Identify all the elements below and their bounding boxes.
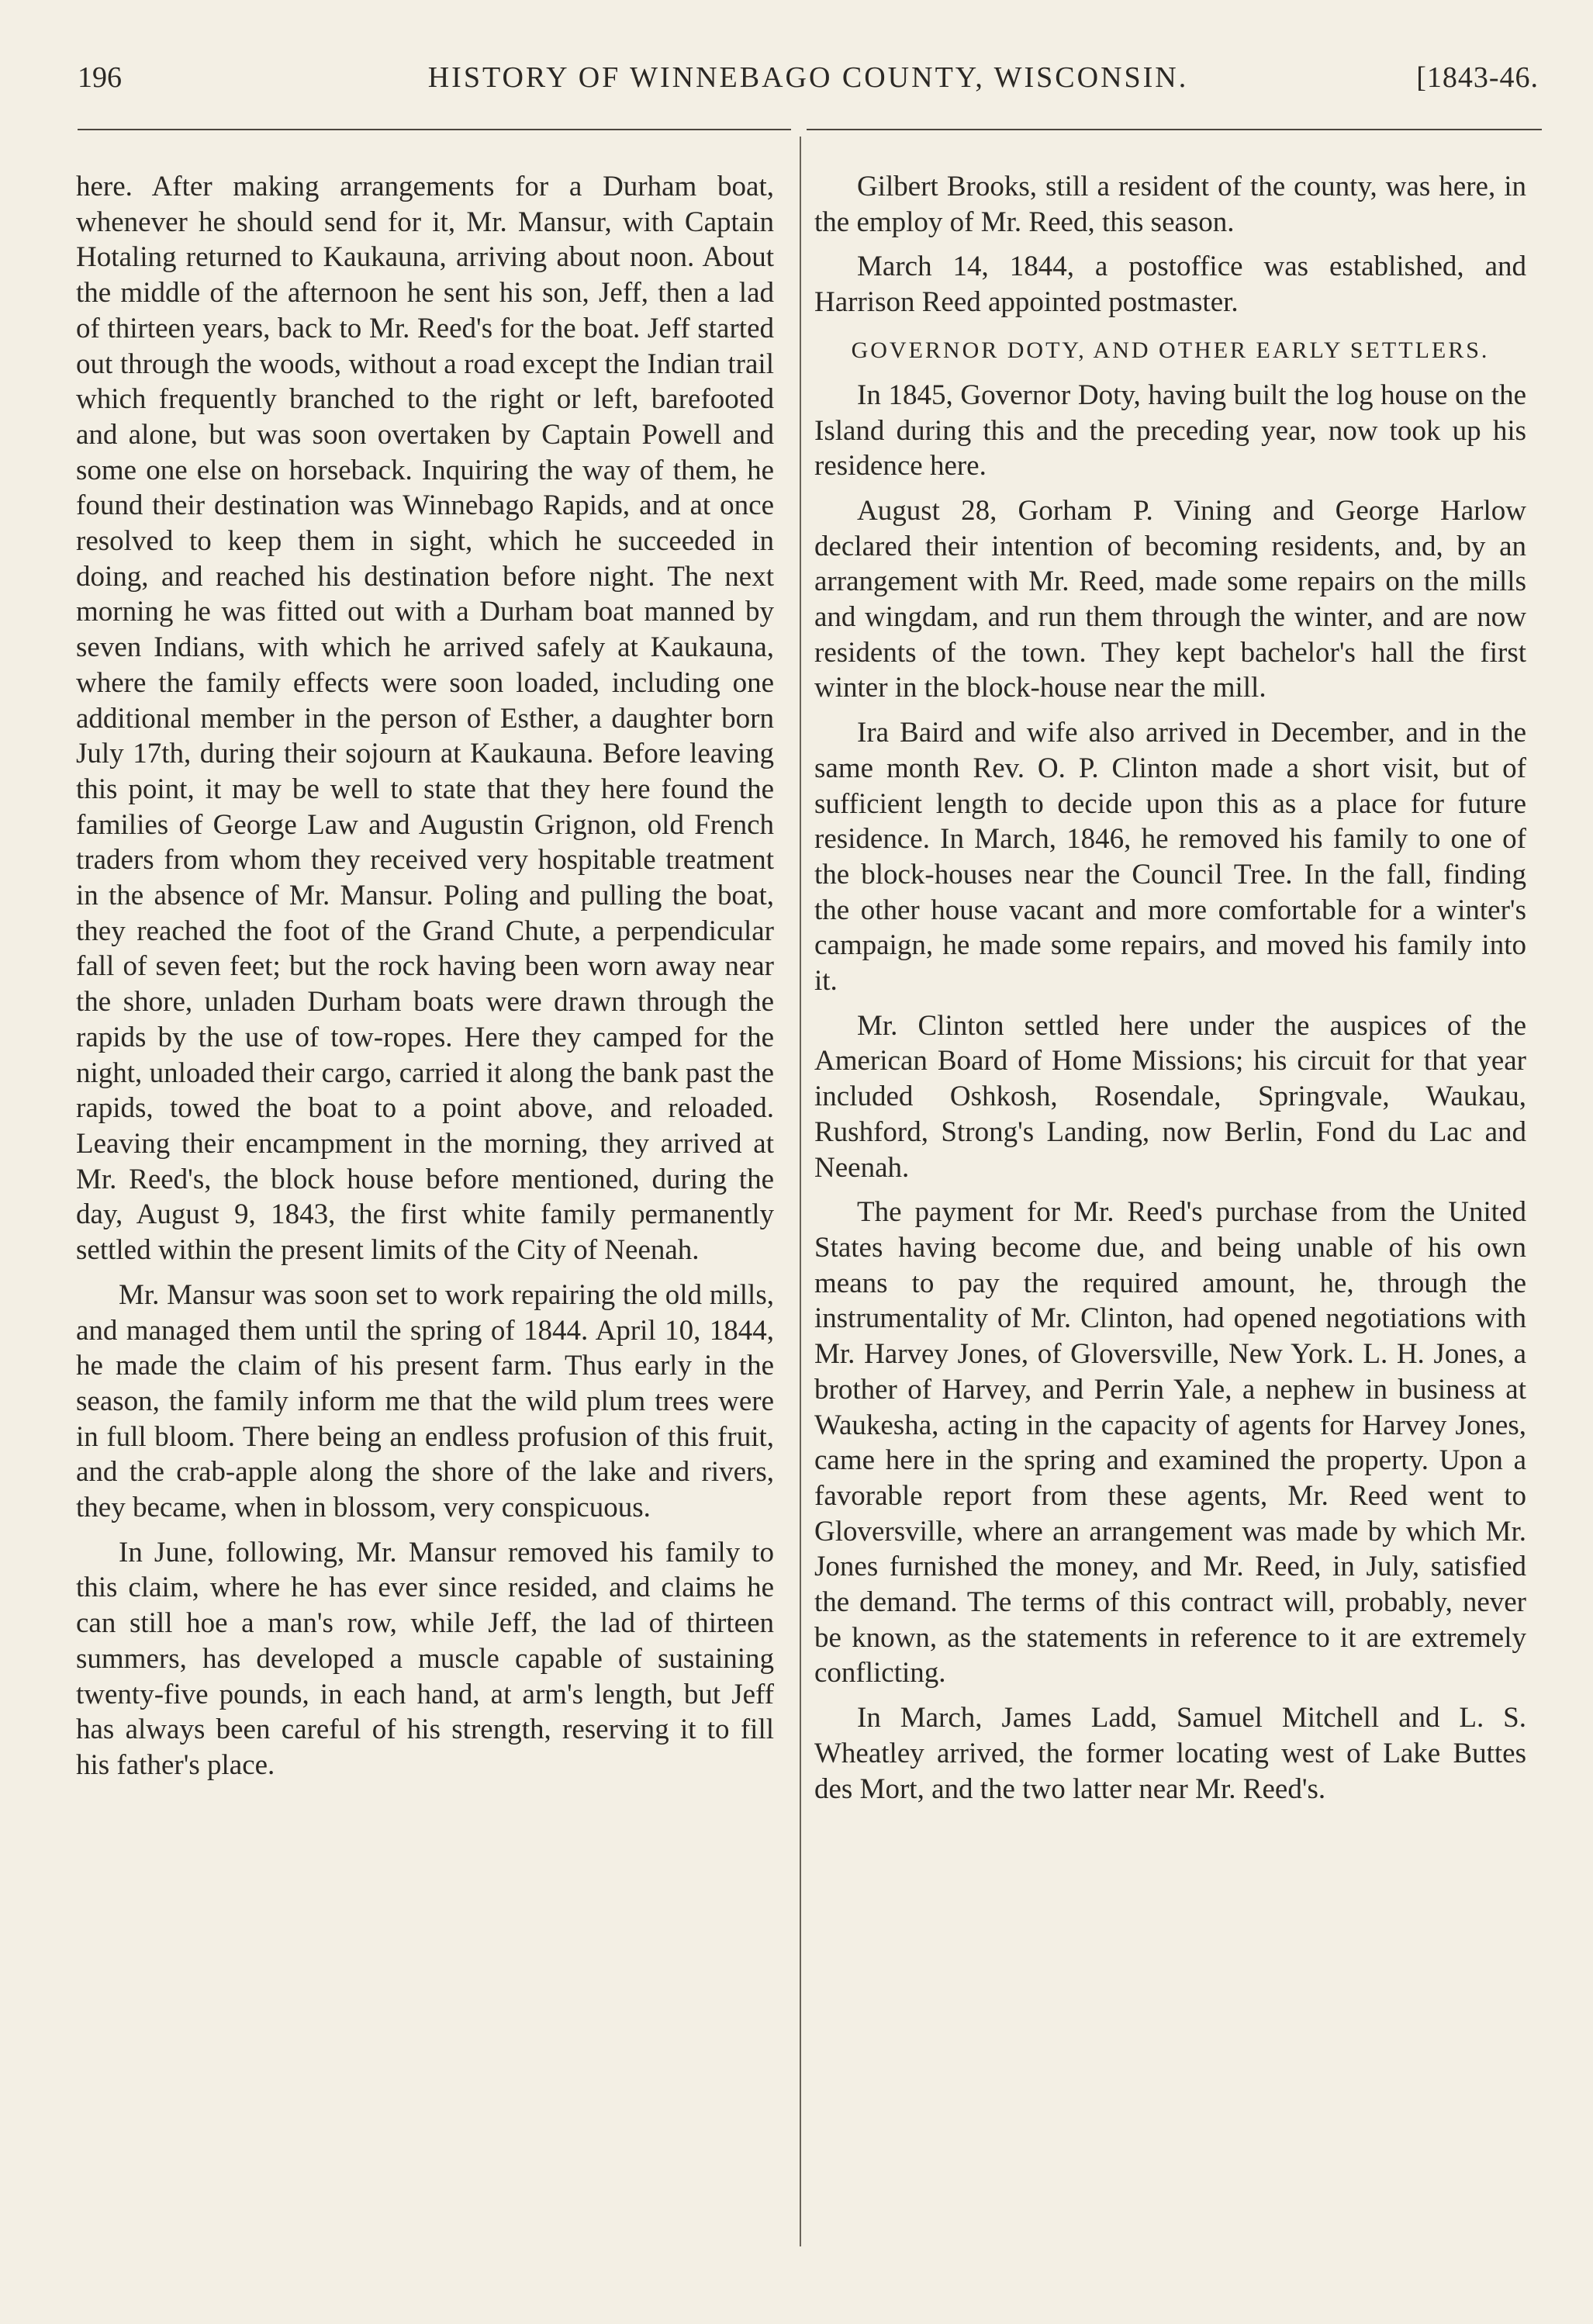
paragraph: March 14, 1844, a postoffice was established, and Harrison Reed appointed postmaster.	[814, 251, 1526, 319]
paragraph: Ira Baird and wife also arrived in December, and in the same month Rev. O. P. Clinton made a short visit, but of sufficient length to decide upon this as a place for future residence. In March, 1846, he removed his family to one of the block-houses near the Council Tree. In the fall, finding the other house vacant and more comfortable for a winter's campaign, he made some repairs, and moved his family into it.	[814, 717, 1526, 998]
header-rule-right	[807, 129, 1542, 130]
paragraph: August 28, Gorham P. Vining and George Harlow declared their intention of becoming residents, and, by an arrangement with Mr. Reed, made some repairs on the mills and wingdam, and run them through the winter, and are now residents of the town. They kept bachelor's hall the first winter in the block-house near the mill.	[814, 494, 1526, 704]
year-range: [1843-46.	[1416, 61, 1539, 94]
paragraph: Mr. Clinton settled here under the auspices of the American Board of Home Missions; his circuit for that year included Oshkosh, Rosendale, Springvale, Waukau, Rushford, Strong's Landing, now Berlin, Fond du Lac and Neenah.	[814, 1009, 1526, 1184]
paragraph: In June, following, Mr. Mansur removed his family to this claim, where he has ever since resided, and claims he can still hoe a man's row, while Jeff, the lad of thirteen summers, has developed a muscle capable of sustaining twenty-five pounds, in each hand, at arm's length, but Jeff has always been careful of his strength, reserving it to fill his father's place.	[76, 1536, 774, 1781]
section-heading: GOVERNOR DOTY, AND OTHER EARLY SETTLERS.	[851, 337, 1490, 363]
paragraph: In March, James Ladd, Samuel Mitchell and L. S. Wheatley arrived, the former locating west of Lake Buttes des Mort, and the two latter near Mr. Reed's.	[814, 1702, 1526, 1805]
paragraph: In 1845, Governor Doty, having built the log house on the Island during this and the preceding year, now took up his residence here.	[814, 379, 1526, 482]
paragraph: The payment for Mr. Reed's purchase from the United States having become due, and being unable of his own means to pay the required amount, he, through the instrumentality of Mr. Clinton, had opened negotiations with Mr. Harvey Jones, of Gloversville, New York. L. H. Jones, a brother of Harvey, and Perrin Yale, a nephew in business at Waukesha, acting in the capacity of agents for Harvey Jones, came here in the spring and examined the property. Upon a favorable report from these agents, Mr. Reed went to Gloversville, where an arrangement was made by which Mr. Jones furnished the money, and Mr. Reed, in July, satisfied the demand. The terms of this contract will, probably, never be known, as the statements in reference to it are extremely conflicting.	[814, 1196, 1526, 1689]
paragraph: Gilbert Brooks, still a resident of the county, was here, in the employ of Mr. Reed, this season.	[814, 171, 1526, 238]
right-column	[814, 169, 1526, 1816]
header-rule-left	[78, 129, 791, 130]
paragraph: here. After making arrangements for a Durham boat, whenever he should send for it, Mr. Mansur, with Captain Hotaling returned to Kaukauna, arriving about noon. About the middle of the afternoon he sent his son, Jeff, then a lad of thirteen years, back to Mr. Reed's for the boat. Jeff started out through the woods, without a road except the Indian trail which frequently branched to the right or left, barefooted and alone, but was soon overtaken by Captain Powell and some one else on horseback. Inquiring the way of them, he found their destination was Winnebago Rapids, and at once resolved to keep them in sight, which he succeeded in doing, and reached his destination before night. The next morning he was fitted out with a Durham boat manned by seven Indians, with which he arrived safely at Kaukauna, where the family effects were soon loaded, including one additional member in the person of Esther, a daughter born July 17th, during their sojourn at Kaukauna. Before leaving this point, it may be well to state that they here found the families of George Law and Augustin Grignon, old French traders from whom they received very hospitable treatment in the absence of Mr. Mansur. Poling and pulling the boat, they reached the foot of the Grand Chute, a perpendicular fall of seven feet; but the rock having been worn away near the shore, unladen Durham boats were drawn through the rapids by the use of tow-ropes. Here they camped for the night, unloaded their cargo, carried it along the bank past the rapids, towed the boat to a point above, and reloaded. Leaving their encampment in the morning, they arrived at Mr. Reed's, the block house before mentioned, during the day, August 9, 1843, the first white family permanently settled within the present limits of the City of Neenah.	[76, 171, 774, 1267]
page-header	[78, 61, 1539, 107]
left-column	[76, 169, 774, 1793]
paragraph: Mr. Mansur was soon set to work repairing the old mills, and managed them until the spring of 1844. April 10, 1844, he made the claim of his present farm. Thus early in the season, the family inform me that the wild plum trees were in full bloom. There being an endless profusion of this fruit, and the crab-apple along the shore of the lake and rivers, they became, when in blossom, very conspicuous.	[76, 1278, 774, 1524]
page-number: 196	[78, 61, 122, 94]
running-title: HISTORY OF WINNEBAGO COUNTY, WISCONSIN.	[427, 61, 1189, 94]
column-divider	[800, 137, 801, 2246]
